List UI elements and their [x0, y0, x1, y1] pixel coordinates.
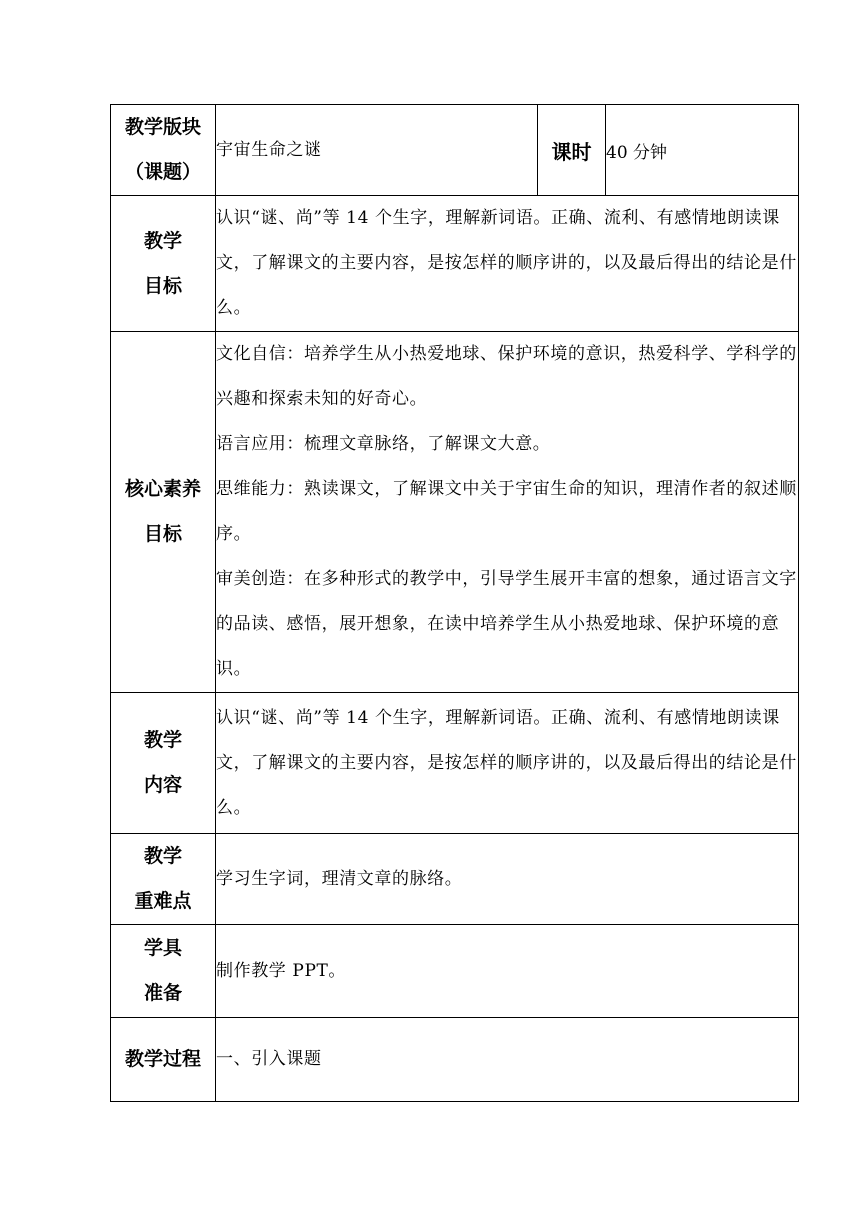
core-text	[216, 332, 799, 693]
core-label-line2: 目标	[143, 523, 182, 545]
goals-label-line1: 教学	[143, 229, 182, 252]
content-label-line2: 内容	[143, 774, 182, 796]
row-materials	[111, 925, 799, 1018]
materials-text: 制作教学 PPT。	[216, 925, 799, 1018]
row-process	[111, 1018, 799, 1102]
core-item-language: 语言应用：梳理文章脉络，了解课文大意。	[216, 434, 551, 454]
lesson-plan-table	[110, 104, 799, 1102]
core-item-thinking: 思维能力：熟读课文，了解课文中关于宇宙生命的知识，理清作者的叙述顺序。	[216, 479, 797, 544]
period-value: 40 分钟	[606, 105, 799, 196]
core-label	[111, 332, 216, 693]
row-content	[111, 693, 799, 834]
topic-label-line1: 教学版块	[124, 116, 201, 138]
materials-label	[111, 925, 216, 1018]
row-goals	[111, 196, 799, 332]
content-text: 认识“谜、尚”等 14 个生字，理解新词语。正确、流利、有感情地朗读课文，了解课文的主要内容，是按怎样的顺序讲的，以及最后得出的结论是什么。	[216, 693, 799, 834]
core-label-line1: 核心素养	[124, 478, 201, 500]
topic-label	[111, 105, 216, 196]
topic-value: 宇宙生命之谜	[216, 105, 538, 196]
materials-label-line1: 学具	[143, 937, 182, 959]
core-item-culture: 文化自信：培养学生从小热爱地球、保护环境的意识，热爱科学、学科学的兴趣和探索未知的好奇心。	[216, 344, 797, 409]
period-label: 课时	[538, 105, 606, 196]
difficulty-label	[111, 834, 216, 925]
process-label: 教学过程	[111, 1018, 216, 1102]
goals-text: 认识“谜、尚”等 14 个生字，理解新词语。正确、流利、有感情地朗读课文，了解课文的主要内容，是按怎样的顺序讲的，以及最后得出的结论是什么。	[216, 196, 799, 332]
process-text: 一、引入课题	[216, 1018, 799, 1102]
materials-label-line2: 准备	[143, 982, 182, 1004]
core-item-aesthetic: 审美创造：在多种形式的教学中，引导学生展开丰富的想象，通过语言文字的品读、感悟，展开想象，在读中培养学生从小热爱地球、保护环境的意识。	[216, 569, 797, 679]
goals-label	[111, 196, 216, 332]
content-label-line1: 教学	[143, 729, 182, 751]
difficulty-label-line2: 重难点	[134, 890, 192, 912]
difficulty-text: 学习生字词，理清文章的脉络。	[216, 834, 799, 925]
topic-label-line2: （课题）	[124, 161, 201, 183]
goals-label-line2: 目标	[143, 274, 182, 297]
difficulty-label-line1: 教学	[143, 845, 182, 867]
row-topic	[111, 105, 799, 196]
content-label	[111, 693, 216, 834]
row-difficulty	[111, 834, 799, 925]
row-core-literacy	[111, 332, 799, 693]
